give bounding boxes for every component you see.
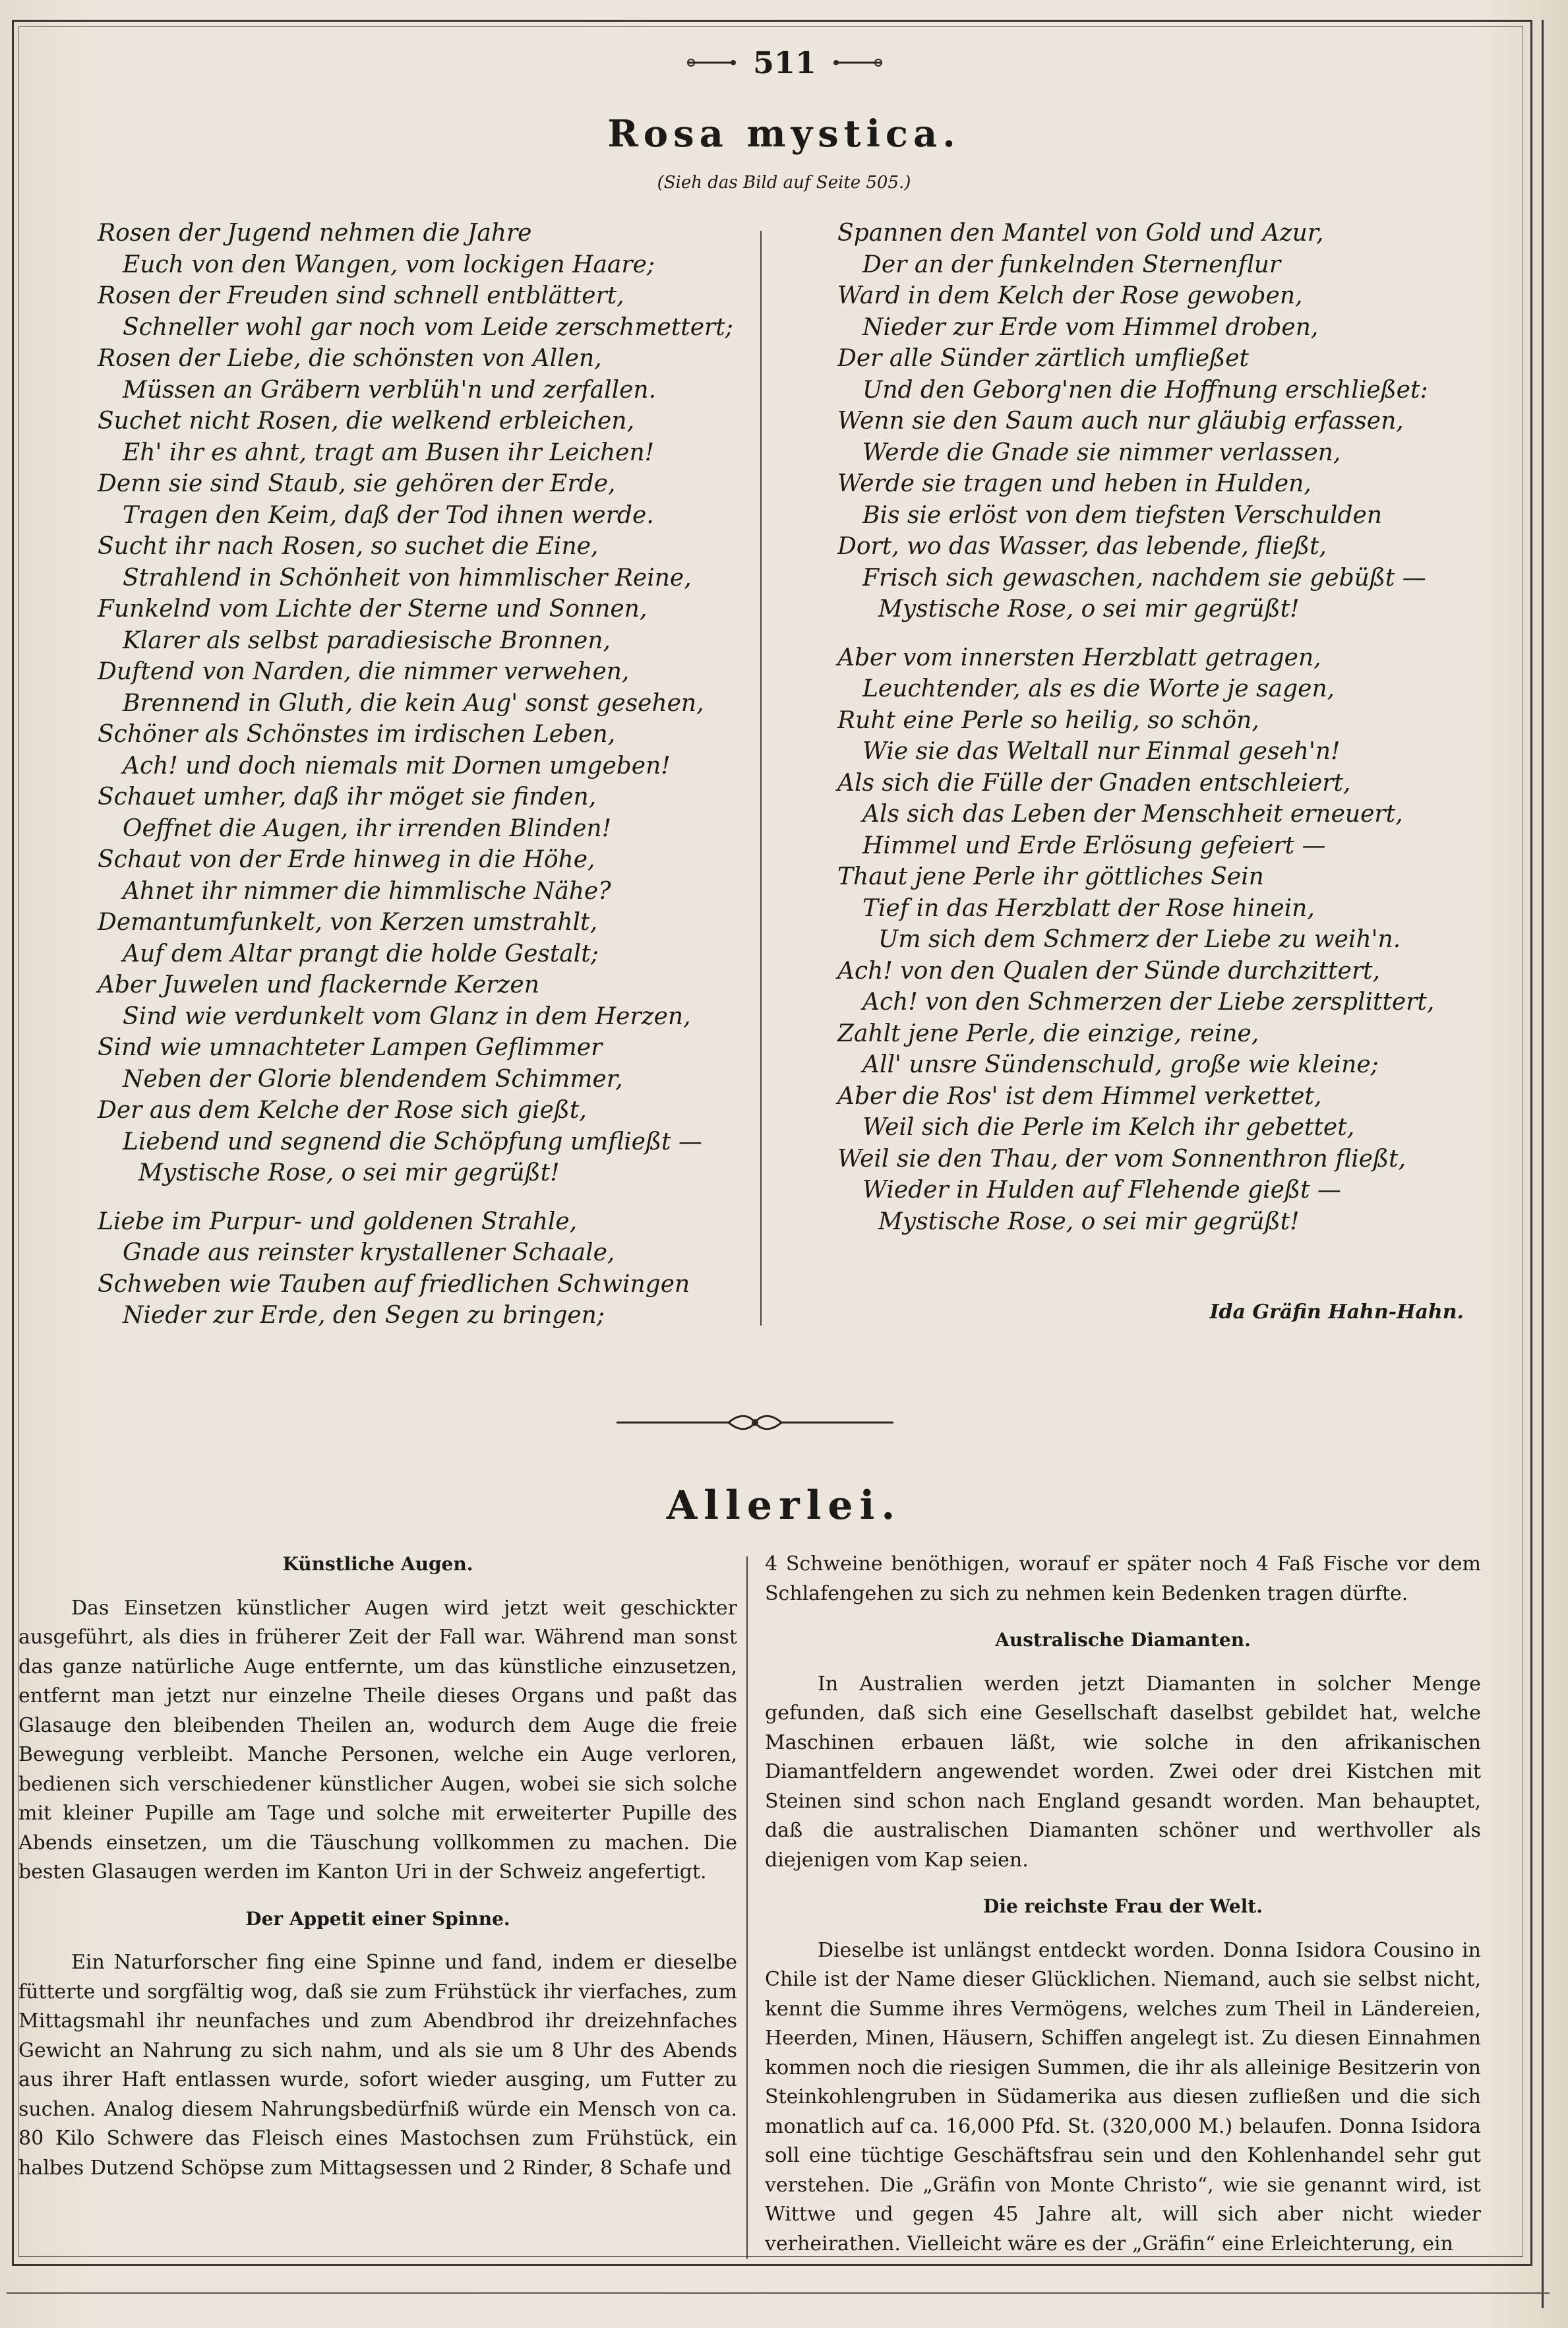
poem-column-right <box>837 218 1497 1237</box>
poem-line: Brennend in Gluth, die kein Aug' sonst gesehen, <box>123 689 704 717</box>
poem-line: Liebe im Purpur- und goldenen Strahle, <box>98 1208 578 1235</box>
poem-line: Sucht ihr nach Rosen, so suchet die Eine, <box>98 533 599 560</box>
poem-line: Aber Juwelen und flackernde Kerzen <box>98 971 539 998</box>
poem-line: Tragen den Keim, daß der Tod ihnen werde. <box>123 501 654 529</box>
poem-line: Nieder zur Erde, den Segen zu bringen; <box>123 1302 605 1329</box>
poem-line: Suchet nicht Rosen, die welkend erbleichen, <box>98 408 634 435</box>
bottom-rule <box>7 2292 1550 2294</box>
poem-line: Werde sie tragen und heben in Hulden, <box>837 470 1312 497</box>
article-heading: Australische Diamanten. <box>995 1629 1251 1651</box>
poem-line: Euch von den Wangen, vom lockigen Haare; <box>123 251 655 278</box>
poem-line: Wie sie das Weltall nur Einmal geseh'n! <box>862 738 1341 765</box>
right-edge-rule <box>1542 20 1544 2308</box>
poem-line: Schauet umher, daß ihr möget sie finden, <box>98 783 597 811</box>
poem-column-divider <box>760 231 762 1326</box>
right-ornament-icon <box>831 56 884 69</box>
article-paragraph: In Australien werden jetzt Diamanten in solcher Menge gefunden, daß sich eine Gesellschaft daselbst gebildet hat, welche Maschinen erbauen läßt, wie solche in den afrikanischen Diamantfeldern angewendet worden. Zwei oder drei Kistchen mit Steinen sind schon nach England gesandt worden. Man behauptet, daß die australischen Diamanten schöner und werthvoller als diejenigen vom Kap seien. <box>765 1672 1481 1872</box>
poem-line: Ach! von den Qualen der Sünde durchzittert, <box>837 957 1380 985</box>
poem-line: Sind wie umnachteter Lampen Geflimmer <box>98 1034 603 1061</box>
poem-line: Spannen den Mantel von Gold und Azur, <box>837 220 1324 247</box>
poem-line: Mystische Rose, o sei mir gegrüßt! <box>138 1159 560 1186</box>
poem-line: Wenn sie den Saum auch nur gläubig erfassen, <box>837 408 1404 435</box>
poem-line: Weil sich die Perle im Kelch ihr gebettet, <box>862 1114 1355 1141</box>
poem-line: Schöner als Schönstes im irdischen Leben, <box>98 721 616 748</box>
poem-line: Strahlend in Schönheit von himmlischer Reine, <box>123 564 692 592</box>
poem-line: Auf dem Altar prangt die holde Gestalt; <box>123 940 599 967</box>
poem-line: Ach! von den Schmerzen der Liebe zersplittert, <box>862 989 1435 1016</box>
poem-line: Als sich das Leben der Menschheit erneuert, <box>862 801 1403 828</box>
poem-subtitle: (Sieh das Bild auf Seite 505.) <box>657 173 911 193</box>
poem-line: Gnade aus reinster krystallener Schaale, <box>123 1239 615 1266</box>
poem-line: Als sich die Fülle der Gnaden entschleiert, <box>837 769 1351 797</box>
article-paragraph: Dieselbe ist unlängst entdeckt worden. Donna Isidora Cousino in Chile ist der Name dieser Glücklichen. Niemand, auch sie selbst nicht, kennt die Summe ihres Vermögens, welches zum Theil in Ländereien, Heerden, Minen, Häusern, Schiffen angelegt ist. Zu diesen Einnahmen kommen noch die riesigen Summen, die ihr als alleinige Besitzerin von Steinkohlengruben in Südamerika aus diesen zufließen und die sich monatlich auf ca. 16,000 Pfd. St. (320,000 M.) belaufen. Donna Isidora soll eine tüchtige Geschäftsfrau sein und den Kohlenhandel sehr gut verstehen. Die „Gräfin von Monte Christo“, wie sie genannt wird, ist Wittwe und gegen 45 Jahre alt, will sich aber nicht wieder verheirathen. Vielleicht wäre es der „Gräfin“ eine Erleichterung, ein <box>765 1938 1481 2255</box>
poem-line: Der an der funkelnden Sternenflur <box>862 251 1281 278</box>
poem-author: Ida Gräfin Hahn-Hahn. <box>1209 1301 1464 1324</box>
poem-line: Weil sie den Thau, der vom Sonnenthron fließt, <box>837 1145 1406 1173</box>
poem-line: Schaut von der Erde hinweg in die Höhe, <box>98 846 595 873</box>
article-heading: Der Appetit einer Spinne. <box>245 1907 510 1930</box>
poem-line: Schneller wohl gar noch vom Leide zerschmettert; <box>123 313 733 341</box>
poem-line: Ahnet ihr nimmer die himmlische Nähe? <box>123 877 611 905</box>
article-paragraph: Ein Naturforscher fing eine Spinne und fand, indem er dieselbe fütterte und sorgfältig wog, daß sie zum Frühstück ihr vierfaches, zum Mittagsmahl ihr neunfaches und zum Abendbrod ihr dreizehnfaches Gewicht an Nahrung zu sich nahm, und als sie um 8 Uhr des Abends aus ihrer Haft entlassen wurde, sofort wieder ausging, um Futter zu suchen. Analog diesem Nahrungsbedürfniß würde ein Mensch von ca. 80 Kilo Schwere das Fleisch eines Mastochsen zum Frühstück, ein halbes Dutzend Schöpse zum Mittagsessen und 2 Rinder, 8 Schafe und <box>18 1951 737 2180</box>
prose-column-left <box>18 1550 737 2183</box>
prose-column-right <box>765 1550 1481 2259</box>
section-title: Allerlei. <box>666 1483 902 1529</box>
stanza-break <box>837 625 1497 642</box>
poem-line: Denn sie sind Staub, sie gehören der Erde, <box>98 470 616 497</box>
poem-line: Rosen der Jugend nehmen die Jahre <box>98 220 532 247</box>
poem-line: Nieder zur Erde vom Himmel droben, <box>862 313 1319 341</box>
poem-line: Ruht eine Perle so heilig, so schön, <box>837 706 1259 734</box>
article-paragraph: 4 Schweine benöthigen, worauf er später noch 4 Faß Fische vor dem Schlafengehen zu sich zu nehmen kein Bedenken tragen dürfte. <box>765 1552 1481 1605</box>
poem-line: Oeffnet die Augen, ihr irrenden Blinden! <box>123 814 612 842</box>
poem-line: Rosen der Freuden sind schnell entblättert, <box>98 282 624 309</box>
poem-line: Tief in das Herzblatt der Rose hinein, <box>862 894 1315 922</box>
poem-line: Zahlt jene Perle, die einzige, reine, <box>837 1020 1259 1047</box>
article-heading: Künstliche Augen. <box>282 1553 473 1575</box>
poem-line: Der alle Sünder zärtlich umfließet <box>837 345 1249 372</box>
poem-line: Leuchtender, als es die Worte je sagen, <box>862 675 1335 702</box>
poem-line: All' unsre Sündenschuld, große wie kleine; <box>862 1051 1379 1078</box>
poem-line: Um sich dem Schmerz der Liebe zu weih'n. <box>878 926 1401 953</box>
poem-line: Aber vom innersten Herzblatt getragen, <box>837 644 1321 671</box>
poem-line: Rosen der Liebe, die schönsten von Allen, <box>98 345 602 372</box>
poem-line: Wieder in Hulden auf Flehende gießt — <box>862 1177 1341 1204</box>
poem-column-left <box>98 218 757 1332</box>
poem-line: Werde die Gnade sie nimmer verlassen, <box>862 439 1341 466</box>
poem-line: Müssen an Gräbern verblüh'n und zerfallen. <box>123 376 657 404</box>
poem-line: Funkelnd vom Lichte der Sterne und Sonnen, <box>98 596 648 623</box>
poem-line: Klarer als selbst paradiesische Bronnen, <box>123 627 611 654</box>
poem-line: Ach! und doch niemals mit Dornen umgeben! <box>123 752 671 780</box>
page-number: 511 <box>752 45 817 80</box>
article-heading: Die reichste Frau der Welt. <box>983 1895 1263 1917</box>
poem-title: Rosa mystica. <box>607 112 961 156</box>
poem-line: Aber die Ros' ist dem Himmel verkettet, <box>837 1082 1322 1110</box>
prose-column-divider <box>746 1556 748 2259</box>
article-paragraph: Das Einsetzen künstlicher Augen wird jetzt weit geschickter ausgeführt, als dies in früherer Zeit der Fall war. Während man sonst das ganze natürliche Auge entfernte, um das künstliche einzusetzen, entfernt man jetzt nur einzelne Theile dieses Organs und paßt das Glasauge den bleibenden Theilen an, wodurch dem Auge die freie Bewegung verbleibt. Manche Personen, welche ein Auge verloren, bedienen sich verschiedener künstlicher Augen, wobei sie sich solche mit kleiner Pupille am Tage und solche mit erweiterter Pupille des Abends einsetzen, um die Täuschung vollkommen zu machen. Die besten Glasaugen werden im Kanton Uri in der Schweiz angefertigt. <box>18 1596 737 1884</box>
poem-line: Bis sie erlöst von dem tiefsten Verschulden <box>862 501 1383 529</box>
poem-line: Himmel und Erde Erlösung gefeiert — <box>862 832 1326 859</box>
poem-line: Ward in dem Kelch der Rose gewoben, <box>837 282 1303 309</box>
poem-line: Liebend und segnend die Schöpfung umfließt — <box>123 1128 702 1155</box>
poem-line: Mystische Rose, o sei mir gegrüßt! <box>878 596 1300 623</box>
poem-line: Schweben wie Tauben auf friedlichen Schwingen <box>98 1270 690 1298</box>
poem-line: Duftend von Narden, die nimmer verwehen, <box>98 658 630 685</box>
page-number-header <box>659 40 910 86</box>
poem-line: Der aus dem Kelche der Rose sich gießt, <box>98 1097 587 1124</box>
poem-line: Dort, wo das Wasser, das lebende, fließt, <box>837 533 1327 560</box>
left-ornament-icon <box>686 56 739 69</box>
poem-line: Mystische Rose, o sei mir gegrüßt! <box>878 1208 1300 1235</box>
section-separator-ornament-icon <box>617 1411 893 1434</box>
poem-line: Sind wie verdunkelt vom Glanz in dem Herzen, <box>123 1002 691 1030</box>
poem-line: Neben der Glorie blendendem Schimmer, <box>123 1065 623 1093</box>
stanza-break <box>98 1189 757 1206</box>
poem-line: Und den Geborg'nen die Hoffnung erschließet: <box>862 376 1428 404</box>
poem-line: Demantumfunkelt, von Kerzen umstrahlt, <box>98 909 597 936</box>
poem-line: Thaut jene Perle ihr göttliches Sein <box>837 863 1264 890</box>
poem-line: Frisch sich gewaschen, nachdem sie gebüßt — <box>862 564 1426 592</box>
poem-line: Eh' ihr es ahnt, tragt am Busen ihr Leichen! <box>123 439 655 466</box>
